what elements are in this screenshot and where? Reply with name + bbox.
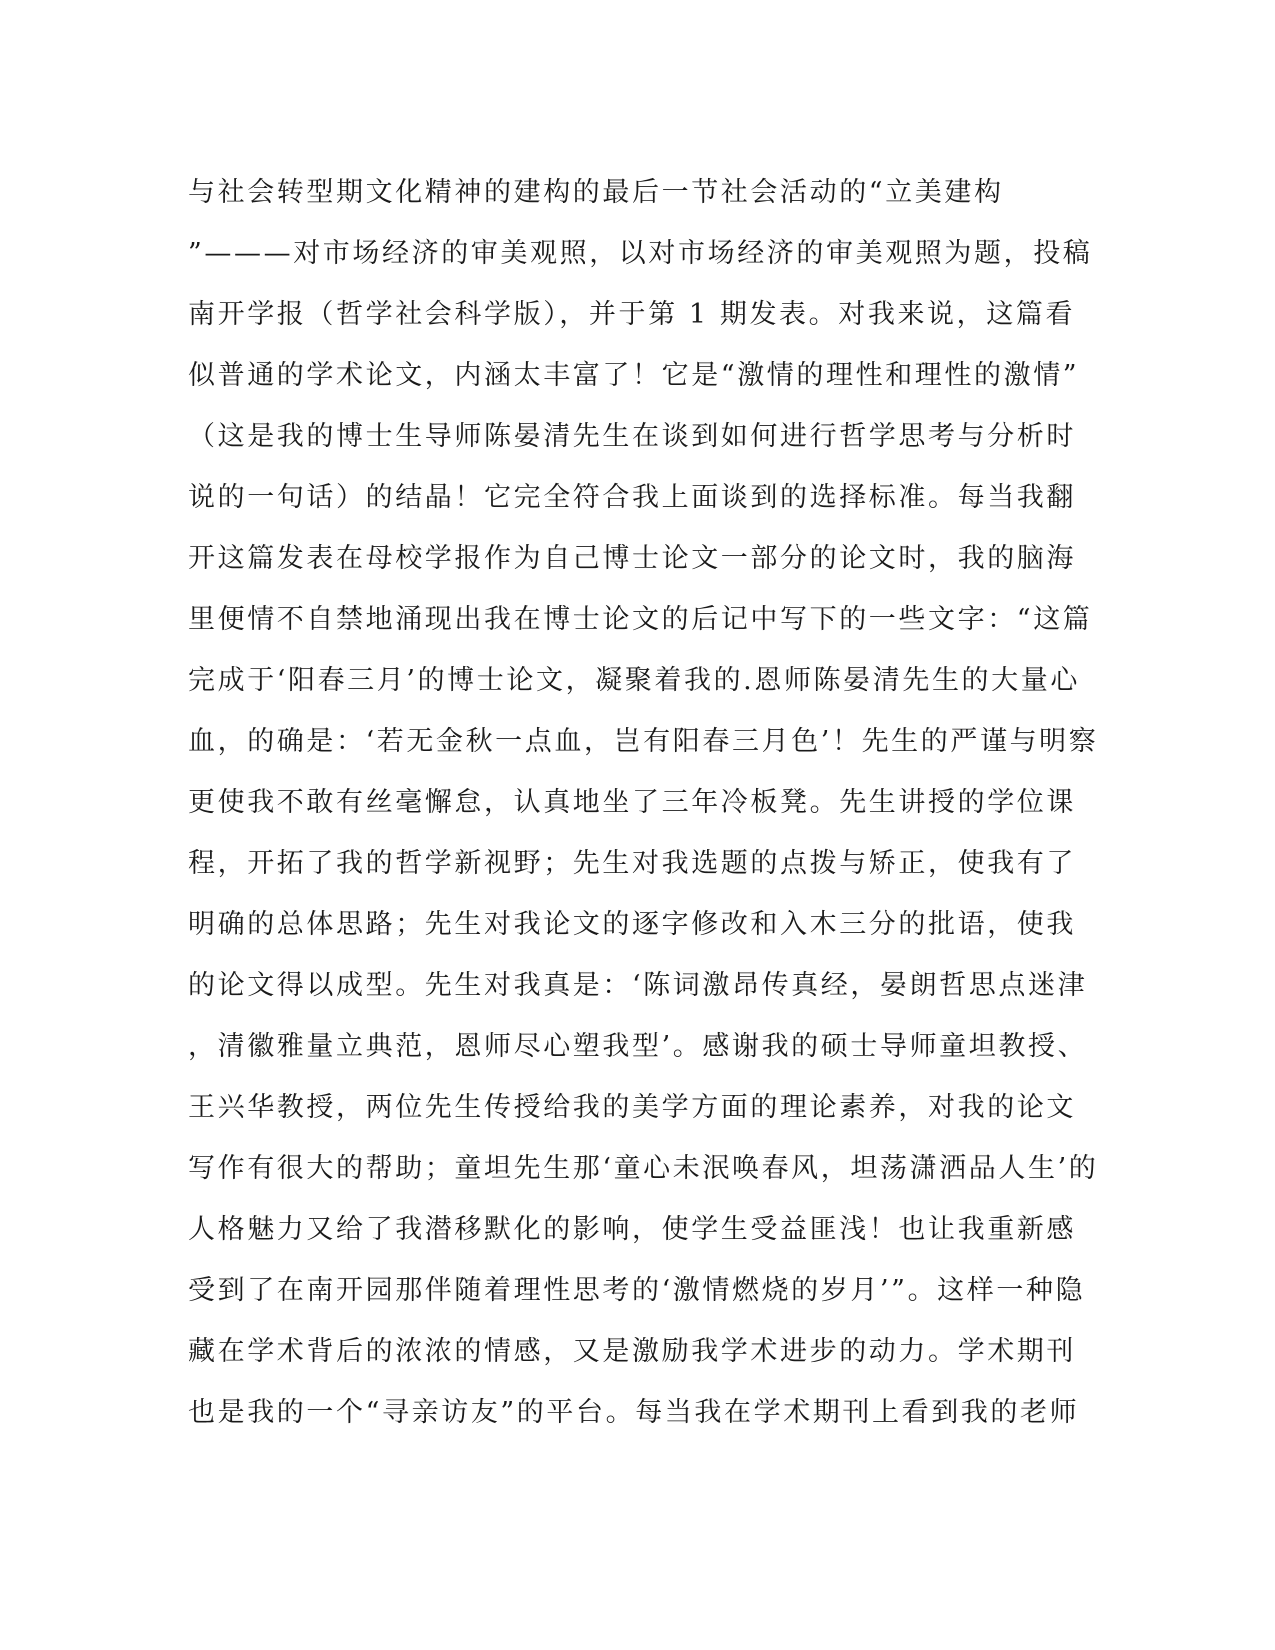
text-line: ”———对市场经济的审美观照，以对市场经济的审美观照为题，投稿 xyxy=(188,238,1093,269)
text-line: 开这篇发表在母校学报作为自己博士论文一部分的论文时，我的脑海 xyxy=(188,543,1076,574)
text-line: （这是我的博士生导师陈晏清先生在谈到如何进行哲学思考与分析时 xyxy=(188,421,1076,452)
text-line: 更使我不敢有丝毫懈怠，认真地坐了三年冷板凳。先生讲授的学位课 xyxy=(188,787,1076,818)
text-line: 似普通的学术论文，内涵太丰富了！它是“激情的理性和理性的激情” xyxy=(188,360,1080,391)
body-text xyxy=(188,162,1099,1443)
text-line: 说的一句话）的结晶！它完全符合我上面谈到的选择标准。每当我翻 xyxy=(188,482,1076,513)
text-line: 南开学报（哲学社会科学版），并于第 1 期发表。对我来说，这篇看 xyxy=(188,299,1076,330)
text-line: 受到了在南开园那伴随着理性思考的‘激情燃烧的岁月’”。这样一种隐 xyxy=(188,1275,1086,1306)
text-line: ，清徽雅量立典范，恩师尽心塑我型’。感谢我的硕士导师童坦教授、 xyxy=(188,1031,1088,1062)
text-line: 人格魅力又给了我潜移默化的影响，使学生受益匪浅！也让我重新感 xyxy=(188,1214,1076,1245)
text-line: 明确的总体思路；先生对我论文的逐字修改和入木三分的批语，使我 xyxy=(188,909,1076,940)
text-line: 完成于‘阳春三月’的博士论文，凝聚着我的.恩师陈晏清先生的大量心 xyxy=(188,665,1080,696)
text-line: 写作有很大的帮助；童坦先生那‘童心未泯唤春风，坦荡潇洒品人生’的 xyxy=(188,1153,1099,1184)
text-line: 藏在学术背后的浓浓的情感，又是激励我学术进步的动力。学术期刊 xyxy=(188,1336,1076,1367)
text-line: 王兴华教授，两位先生传授给我的美学方面的理论素养，对我的论文 xyxy=(188,1092,1076,1123)
text-line: 也是我的一个“寻亲访友”的平台。每当我在学术期刊上看到我的老师 xyxy=(188,1397,1080,1428)
text-line: 与社会转型期文化精神的建构的最后一节社会活动的“立美建构 xyxy=(188,177,1004,208)
text-line: 血，的确是：‘若无金秋一点血，岂有阳春三月色’！先生的严谨与明察 xyxy=(188,726,1099,757)
text-line: 的论文得以成型。先生对我真是：‘陈词激昂传真经，晏朗哲思点迷津 xyxy=(188,970,1088,1001)
text-line: 里便情不自禁地涌现出我在博士论文的后记中写下的一些文字：“这篇 xyxy=(188,604,1093,635)
text-line: 程，开拓了我的哲学新视野；先生对我选题的点拨与矫正，使我有了 xyxy=(188,848,1076,879)
